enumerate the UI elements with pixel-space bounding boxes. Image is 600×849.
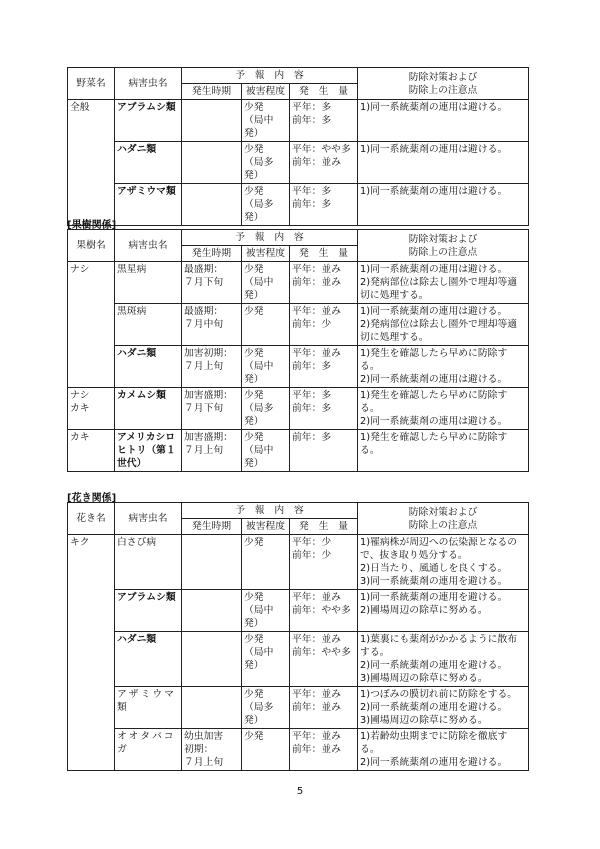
time-header: 発生時期 <box>182 246 242 262</box>
table-row <box>68 430 529 472</box>
time-cell: 加害盛期： ７月下旬 <box>182 388 242 430</box>
fruit-section-title: [果樹関係] <box>67 220 117 231</box>
amount-header: 発 生 量 <box>290 519 358 535</box>
amount-cell: 平年：並み 前年：並み <box>290 687 358 729</box>
damage-cell: 少発 <box>242 535 290 590</box>
vegetable-table <box>67 67 529 226</box>
pest-cell: ハダニ類 <box>115 142 182 184</box>
pest-cell: アブラムシ類 <box>115 100 182 142</box>
measures-header: 防除対策および 防除上の注意点 <box>358 68 529 100</box>
measure-cell: 1)若齢幼虫期までに防除を徹底す る。 2)同一系統薬剤の連用を避ける。 <box>358 729 529 771</box>
table-row <box>68 100 529 142</box>
time-cell: 加害盛期： ７月上旬 <box>182 430 242 472</box>
table-row <box>68 388 529 430</box>
damage-cell: 少発 <box>242 304 290 346</box>
amount-cell: 平年：並み 前年：やや多 <box>290 632 358 687</box>
pest-cell: アザミウマ類 <box>115 184 182 226</box>
crop-cell: ナシ <box>68 262 115 388</box>
measure-cell: 1)発生を確認したら早めに防除す る。 2)同一系統薬剤の連用は避ける。 <box>358 388 529 430</box>
amount-cell: 平年：並み 前年：並み <box>290 262 358 304</box>
time-cell: 幼虫加害 初期： ７月上旬 <box>182 729 242 771</box>
amount-cell: 平年：多 前年：多 <box>290 100 358 142</box>
table-row <box>68 304 529 346</box>
amount-cell: 平年：並み 前年：やや多 <box>290 590 358 632</box>
table-row <box>68 262 529 304</box>
damage-header: 被害程度 <box>242 84 290 100</box>
table-row <box>68 590 529 632</box>
amount-cell: 平年：並み 前年：多 <box>290 346 358 388</box>
time-header: 発生時期 <box>182 519 242 535</box>
amount-cell: 平年：多 前年：多 <box>290 388 358 430</box>
time-cell <box>182 184 242 226</box>
time-cell <box>182 632 242 687</box>
measures-header: 防除対策および 防除上の注意点 <box>358 503 529 535</box>
pest-cell: アブラムシ類 <box>115 590 182 632</box>
table-row <box>68 142 529 184</box>
table-row <box>68 184 529 226</box>
damage-cell: 少発 （局多発） <box>242 388 290 430</box>
damage-cell: 少発 （局多発） <box>242 687 290 729</box>
time-cell <box>182 100 242 142</box>
damage-cell: 少発 （局多発） <box>242 142 290 184</box>
damage-cell: 少発 （局中発） <box>242 100 290 142</box>
fruit-table <box>67 229 529 472</box>
damage-cell: 少発 （局中発） <box>242 346 290 388</box>
amount-header: 発 生 量 <box>290 246 358 262</box>
pest-cell: アザミウマ類 <box>115 687 182 729</box>
amount-cell: 前年：多 <box>290 430 358 472</box>
measure-cell: 1)発生を確認したら早めに防除す る。 2)同一系統薬剤の連用は避ける。 <box>358 346 529 388</box>
amount-cell: 平年：少 前年：少 <box>290 535 358 590</box>
measure-cell: 1)つぼみの膜切れ前に防除をする。 2)同一系統薬剤の連用を避ける。 3)圃場周辺の除草に努める。 <box>358 687 529 729</box>
crop-header: 野菜名 <box>68 68 115 100</box>
measure-cell: 1)同一系統薬剤の連用は避ける。 <box>358 142 529 184</box>
measure-cell: 1)同一系統薬剤の連用を避ける。 2)圃場周辺の除草に努める。 <box>358 590 529 632</box>
crop-header: 花き名 <box>68 503 115 535</box>
time-cell <box>182 142 242 184</box>
damage-cell: 少発 （局中発） <box>242 430 290 472</box>
table-row <box>68 346 529 388</box>
pest-cell: アメリカシロヒトリ（第１世代） <box>115 430 182 472</box>
amount-cell: 平年：並み 前年：並み <box>290 729 358 771</box>
pest-header: 病害虫名 <box>115 68 182 100</box>
table-row <box>68 687 529 729</box>
crop-header: 果樹名 <box>68 230 115 262</box>
measure-cell: 1)葉裏にも薬剤がかかるように散布 する。 2)同一系統薬剤の連用を避ける。 3)圃場周辺の除草に努める。 <box>358 632 529 687</box>
crop-cell: カキ <box>68 430 115 472</box>
measure-cell: 1)同一系統薬剤の連用は避ける。 2)発病部位は除去し園外で埋却等適 切に処理する。 <box>358 262 529 304</box>
damage-cell: 少発 （局中発） <box>242 262 290 304</box>
damage-cell: 少発 （局多発） <box>242 184 290 226</box>
pest-cell: ハダニ類 <box>115 632 182 687</box>
pest-cell: 黒斑病 <box>115 304 182 346</box>
damage-cell: 少発 （局中発） <box>242 632 290 687</box>
pest-cell: オオタバコガ <box>115 729 182 771</box>
time-cell <box>182 687 242 729</box>
time-cell <box>182 535 242 590</box>
forecast-header: 予 報 内 容 <box>182 68 358 84</box>
forecast-header: 予 報 内 容 <box>182 230 358 246</box>
pest-header: 病害虫名 <box>115 503 182 535</box>
time-header: 発生時期 <box>182 84 242 100</box>
pest-header: 病害虫名 <box>115 230 182 262</box>
flower-section-title: [花き関係] <box>67 493 117 504</box>
forecast-header: 予 報 内 容 <box>182 503 358 519</box>
amount-cell: 平年：並み 前年：少 <box>290 304 358 346</box>
pest-cell: ハダニ類 <box>115 346 182 388</box>
crop-cell: ナシ カキ <box>68 388 115 430</box>
pest-cell: 白さび病 <box>115 535 182 590</box>
table-row <box>68 729 529 771</box>
measures-header: 防除対策および 防除上の注意点 <box>358 230 529 262</box>
measure-cell: 1)発生を確認したら早めに防除す る。 <box>358 430 529 472</box>
measure-cell: 1)同一系統薬剤の連用は避ける。 <box>358 100 529 142</box>
time-cell <box>182 590 242 632</box>
damage-cell: 少発 （局中発） <box>242 590 290 632</box>
time-cell: 最盛期： ７月下旬 <box>182 262 242 304</box>
measure-cell: 1)罹病株が周辺への伝染源となるの で、抜き取り処分する。 2)日当たり、風通しを良くする。 3)同一系統薬剤の連用を避ける。 <box>358 535 529 590</box>
amount-cell: 平年：やや多 前年：並み <box>290 142 358 184</box>
damage-header: 被害程度 <box>242 246 290 262</box>
measure-cell: 1)同一系統薬剤の連用は避ける。 <box>358 184 529 226</box>
page-number: 5 <box>296 786 304 797</box>
damage-cell: 少発 <box>242 729 290 771</box>
amount-header: 発 生 量 <box>290 84 358 100</box>
pest-cell: カメムシ類 <box>115 388 182 430</box>
amount-cell: 平年：多 前年：多 <box>290 184 358 226</box>
flower-table <box>67 502 529 771</box>
measure-cell: 1)同一系統薬剤の連用は避ける。 2)発病部位は除去し園外で埋却等適 切に処理する。 <box>358 304 529 346</box>
damage-header: 被害程度 <box>242 519 290 535</box>
crop-cell: 全般 <box>68 100 115 226</box>
pest-cell: 黒星病 <box>115 262 182 304</box>
crop-cell: キク <box>68 535 115 771</box>
time-cell: 加害初期： ７月上旬 <box>182 346 242 388</box>
time-cell: 最盛期： ７月中旬 <box>182 304 242 346</box>
table-row <box>68 535 529 590</box>
table-row <box>68 632 529 687</box>
